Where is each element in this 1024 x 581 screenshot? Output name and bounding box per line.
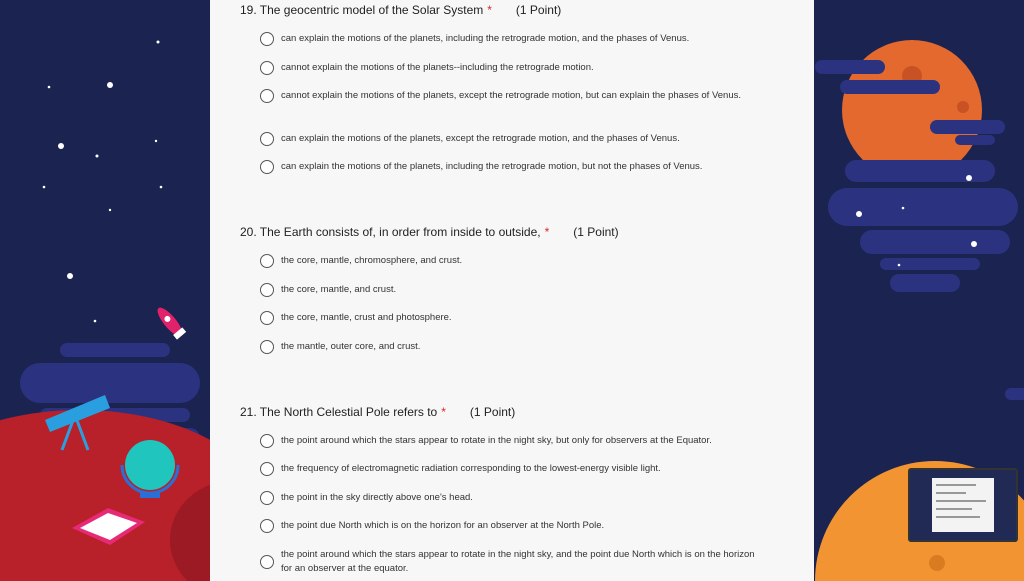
question-21-title [240,405,515,419]
option-21a[interactable] [260,434,760,448]
thumbnail-line [936,516,980,518]
option-label: cannot explain the motions of the planets--including the retrograde motion. [281,62,594,73]
option-label: cannot explain the motions of the planets, except the retrograde motion, but can explain the phases of Venus. [281,90,741,101]
option-19c[interactable] [260,89,760,103]
option-label: the mantle, outer core, and crust. [281,341,421,352]
points-label: (1 Point) [515,3,562,17]
option-20a[interactable] [260,254,760,268]
thumbnail-line [936,508,972,510]
radio-button[interactable] [260,160,274,174]
option-label: the point due North which is on the horizon for an observer at the North Pole. [281,520,605,531]
radio-button[interactable] [260,61,274,75]
option-20c[interactable] [260,311,760,325]
quiz-panel [210,0,814,581]
points-label: (1 Point) [469,405,516,419]
screen-thumbnail[interactable] [908,468,1018,542]
option-20b[interactable] [260,283,760,297]
option-label: the frequency of electromagnetic radiation corresponding to the lowest-energy visible light. [281,463,661,474]
radio-button[interactable] [260,132,274,146]
points-label: (1 Point) [573,225,619,239]
option-21c[interactable] [260,491,760,505]
radio-button[interactable] [260,434,274,448]
option-label: can explain the motions of the planets, including the retrograde motion, and the phases of Venus. [281,33,690,44]
option-21e[interactable] [260,548,760,576]
option-label: can explain the motions of the planets, except the retrograde motion, and the phases of Venus. [281,133,680,144]
option-label: the core, mantle, chromosphere, and crust. [281,255,463,266]
radio-button[interactable] [260,519,274,533]
option-19a[interactable] [260,32,760,46]
radio-button[interactable] [260,32,274,46]
required-asterisk: * [487,3,492,17]
option-label: the point around which the stars appear to rotate in the night sky, but only for observers at the Equator. [281,435,712,446]
question-text: 21. The North Celestial Pole refers to [240,405,438,419]
radio-button[interactable] [260,311,274,325]
option-20d[interactable] [260,340,760,354]
option-19e[interactable] [260,160,760,174]
thumbnail-content [932,478,994,532]
radio-button[interactable] [260,254,274,268]
option-21b[interactable] [260,462,760,476]
required-asterisk: * [441,405,446,419]
question-20-title [240,225,619,239]
radio-button[interactable] [260,555,274,569]
option-label: the core, mantle, and crust. [281,284,397,295]
radio-button[interactable] [260,462,274,476]
thumbnail-line [936,484,976,486]
question-text: 20. The Earth consists of, in order from inside to outside, [240,225,541,239]
thumbnail-line [936,500,986,502]
option-label: the point in the sky directly above one's head. [281,492,473,503]
question-text: 19. The geocentric model of the Solar System [240,3,484,17]
radio-button[interactable] [260,283,274,297]
option-label: the core, mantle, crust and photosphere. [281,312,452,323]
radio-button[interactable] [260,89,274,103]
option-21d[interactable] [260,519,760,533]
radio-button[interactable] [260,340,274,354]
required-asterisk: * [544,225,550,239]
option-19b[interactable] [260,61,760,75]
question-19-title [240,3,561,17]
thumbnail-line [936,492,966,494]
option-19d[interactable] [260,132,760,146]
radio-button[interactable] [260,491,274,505]
option-label: can explain the motions of the planets, including the retrograde motion, but not the phases of Venus. [281,161,703,172]
option-label: the point around which the stars appear to rotate in the night sky, and the point due North which is on the horizon for an observer at the equator. [281,549,755,574]
